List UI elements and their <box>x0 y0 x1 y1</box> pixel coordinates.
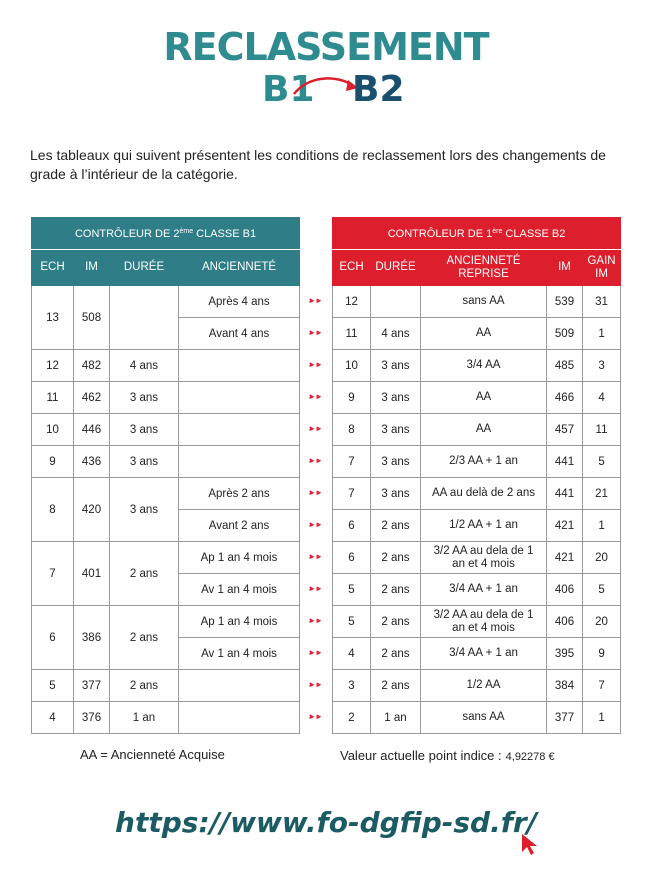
duree-cell: 3 ans <box>371 414 421 446</box>
duree-cell <box>110 286 179 350</box>
anciennete-reprise-cell: sans AA <box>421 286 547 318</box>
ech-cell: 11 <box>32 382 74 414</box>
im-cell: 462 <box>74 382 110 414</box>
im-cell: 384 <box>547 670 583 702</box>
anciennete-cell <box>179 350 300 382</box>
table-row <box>333 670 621 702</box>
table-row <box>333 702 621 734</box>
ech-cell: 5 <box>333 606 371 638</box>
im-cell: 377 <box>74 670 110 702</box>
anciennete-reprise-cell: AA au delà de 2 ans <box>421 478 547 510</box>
duree-cell <box>371 286 421 318</box>
anciennete-cell <box>179 414 300 446</box>
duree-cell: 2 ans <box>371 670 421 702</box>
im-cell: 436 <box>74 446 110 478</box>
duree-cell: 2 ans <box>371 638 421 670</box>
duree-cell: 3 ans <box>371 350 421 382</box>
table-row <box>333 414 621 446</box>
mapping-arrow-icon: ►► <box>308 584 322 593</box>
ech-cell: 3 <box>333 670 371 702</box>
anciennete-cell: Avant 2 ans <box>179 510 300 542</box>
duree-cell: 2 ans <box>371 574 421 606</box>
anciennete-cell <box>179 670 300 702</box>
column-header: ANCIENNETÉ <box>179 250 300 286</box>
duree-cell: 3 ans <box>371 382 421 414</box>
valeur-amount: 4,92278 € <box>505 751 555 763</box>
anciennete-reprise-cell: AA <box>421 382 547 414</box>
ech-cell: 9 <box>333 382 371 414</box>
ech-cell: 6 <box>32 606 74 670</box>
im-cell: 441 <box>547 446 583 478</box>
ech-cell: 2 <box>333 702 371 734</box>
im-cell: 509 <box>547 318 583 350</box>
duree-cell: 2 ans <box>371 510 421 542</box>
mapping-arrow-icon: ►► <box>308 424 322 433</box>
ech-cell: 4 <box>32 702 74 734</box>
gain-im-cell: 5 <box>583 446 621 478</box>
im-cell: 508 <box>74 286 110 350</box>
im-cell: 420 <box>74 478 110 542</box>
ech-cell: 4 <box>333 638 371 670</box>
anciennete-reprise-cell: 3/4 AA + 1 an <box>421 638 547 670</box>
im-cell: 421 <box>547 542 583 574</box>
mapping-arrow-icon: ►► <box>308 392 322 401</box>
anciennete-reprise-cell: 3/2 AA au dela de 1 an et 4 mois <box>421 606 547 638</box>
from-grade: B1 <box>262 69 315 110</box>
duree-cell: 2 ans <box>371 542 421 574</box>
ech-cell: 7 <box>32 542 74 606</box>
table-row <box>32 478 300 510</box>
anciennete-cell <box>179 446 300 478</box>
gain-im-cell: 3 <box>583 350 621 382</box>
table-row <box>333 478 621 510</box>
column-header: DURÉE <box>110 250 179 286</box>
duree-cell: 2 ans <box>110 606 179 670</box>
im-cell: 485 <box>547 350 583 382</box>
im-cell: 395 <box>547 638 583 670</box>
mapping-arrow-icon: ►► <box>308 520 322 529</box>
cursor-arrow-icon <box>520 832 540 856</box>
valeur-label: Valeur actuelle point indice : <box>340 748 502 763</box>
table-row <box>333 286 621 318</box>
anciennete-reprise-cell: 1/2 AA + 1 an <box>421 510 547 542</box>
page-title: RECLASSEMENT <box>163 25 489 69</box>
column-header: ANCIENNETÉ REPRISE <box>421 250 547 286</box>
mapping-arrow-icon: ►► <box>308 488 322 497</box>
ech-cell: 13 <box>32 286 74 350</box>
table-row <box>32 542 300 574</box>
table-row <box>333 350 621 382</box>
gain-im-cell: 1 <box>583 702 621 734</box>
gain-im-cell: 20 <box>583 606 621 638</box>
table-caption: CONTRÔLEUR DE 1ère CLASSE B2 <box>333 218 621 250</box>
table-row <box>333 606 621 638</box>
gain-im-cell: 7 <box>583 670 621 702</box>
website-link[interactable]: https://www.fo-dgfip-sd.fr/ <box>115 806 537 839</box>
im-cell: 401 <box>74 542 110 606</box>
column-header: GAIN IM <box>583 250 621 286</box>
table-row <box>333 542 621 574</box>
ech-cell: 8 <box>333 414 371 446</box>
duree-cell: 3 ans <box>110 446 179 478</box>
anciennete-cell: Avant 4 ans <box>179 318 300 350</box>
im-cell: 441 <box>547 478 583 510</box>
anciennete-reprise-cell: 3/2 AA au dela de 1 an et 4 mois <box>421 542 547 574</box>
ech-cell: 12 <box>333 286 371 318</box>
column-header: ECH <box>333 250 371 286</box>
table-controleur-b2 <box>332 217 621 734</box>
im-cell: 406 <box>547 606 583 638</box>
gain-im-cell: 5 <box>583 574 621 606</box>
gain-im-cell: 9 <box>583 638 621 670</box>
anciennete-cell: Ap 1 an 4 mois <box>179 606 300 638</box>
table-row <box>32 446 300 478</box>
anciennete-cell: Av 1 an 4 mois <box>179 574 300 606</box>
im-cell: 406 <box>547 574 583 606</box>
im-cell: 446 <box>74 414 110 446</box>
table-row <box>333 574 621 606</box>
anciennete-reprise-cell: AA <box>421 414 547 446</box>
mapping-arrow-icon: ►► <box>308 680 322 689</box>
duree-cell: 2 ans <box>371 606 421 638</box>
table-row <box>32 350 300 382</box>
grade-transition <box>0 70 652 114</box>
anciennete-reprise-cell: 1/2 AA <box>421 670 547 702</box>
gain-im-cell: 1 <box>583 510 621 542</box>
column-header: DURÉE <box>371 250 421 286</box>
ech-cell: 5 <box>32 670 74 702</box>
ech-cell: 8 <box>32 478 74 542</box>
table-row <box>333 638 621 670</box>
table-row <box>333 382 621 414</box>
ech-cell: 7 <box>333 446 371 478</box>
column-header: IM <box>74 250 110 286</box>
anciennete-reprise-cell: 3/4 AA <box>421 350 547 382</box>
anciennete-reprise-cell: sans AA <box>421 702 547 734</box>
table-caption: CONTRÔLEUR DE 2ème CLASSE B1 <box>32 218 300 250</box>
ech-cell: 11 <box>333 318 371 350</box>
anciennete-reprise-cell: AA <box>421 318 547 350</box>
ech-cell: 5 <box>333 574 371 606</box>
gain-im-cell: 1 <box>583 318 621 350</box>
table-row <box>32 606 300 638</box>
mapping-arrow-icon: ►► <box>308 712 322 721</box>
im-cell: 386 <box>74 606 110 670</box>
ech-cell: 10 <box>333 350 371 382</box>
aa-legend: AA = Ancienneté Acquise <box>80 747 225 762</box>
gain-im-cell: 31 <box>583 286 621 318</box>
im-cell: 376 <box>74 702 110 734</box>
duree-cell: 3 ans <box>371 478 421 510</box>
duree-cell: 3 ans <box>110 382 179 414</box>
ech-cell: 6 <box>333 510 371 542</box>
gain-im-cell: 20 <box>583 542 621 574</box>
ech-cell: 9 <box>32 446 74 478</box>
im-cell: 377 <box>547 702 583 734</box>
ech-cell: 12 <box>32 350 74 382</box>
duree-cell: 4 ans <box>110 350 179 382</box>
table-controleur-b1 <box>31 217 300 734</box>
anciennete-reprise-cell: 3/4 AA + 1 an <box>421 574 547 606</box>
column-header: IM <box>547 250 583 286</box>
duree-cell: 1 an <box>110 702 179 734</box>
table-row <box>333 510 621 542</box>
mapping-arrow-icon: ►► <box>308 296 322 305</box>
mapping-arrow-icon: ►► <box>308 456 322 465</box>
table-row <box>333 446 621 478</box>
ech-cell: 10 <box>32 414 74 446</box>
im-cell: 466 <box>547 382 583 414</box>
table-row <box>32 382 300 414</box>
duree-cell: 3 ans <box>110 478 179 542</box>
table-row <box>32 286 300 318</box>
im-cell: 539 <box>547 286 583 318</box>
duree-cell: 2 ans <box>110 542 179 606</box>
point-indice-value <box>340 748 555 763</box>
anciennete-cell: Av 1 an 4 mois <box>179 638 300 670</box>
gain-im-cell: 4 <box>583 382 621 414</box>
mapping-arrow-icon: ►► <box>308 328 322 337</box>
anciennete-cell: Ap 1 an 4 mois <box>179 542 300 574</box>
ech-cell: 6 <box>333 542 371 574</box>
duree-cell: 1 an <box>371 702 421 734</box>
anciennete-cell: Après 2 ans <box>179 478 300 510</box>
ech-cell: 7 <box>333 478 371 510</box>
im-cell: 457 <box>547 414 583 446</box>
duree-cell: 4 ans <box>371 318 421 350</box>
table-row <box>32 670 300 702</box>
gain-im-cell: 21 <box>583 478 621 510</box>
anciennete-reprise-cell: 2/3 AA + 1 an <box>421 446 547 478</box>
table-row <box>333 318 621 350</box>
duree-cell: 2 ans <box>110 670 179 702</box>
table-row <box>32 414 300 446</box>
gain-im-cell: 11 <box>583 414 621 446</box>
to-grade: B2 <box>352 69 405 110</box>
im-cell: 482 <box>74 350 110 382</box>
duree-cell: 3 ans <box>110 414 179 446</box>
intro-text: Les tableaux qui suivent présentent les conditions de reclassement lors des changements de grade à l’intérieur de la catégorie. <box>30 147 606 182</box>
table-row <box>32 702 300 734</box>
mapping-arrow-icon: ►► <box>308 648 322 657</box>
mapping-arrow-icon: ►► <box>308 616 322 625</box>
mapping-arrow-icon: ►► <box>308 360 322 369</box>
anciennete-cell <box>179 702 300 734</box>
im-cell: 421 <box>547 510 583 542</box>
duree-cell: 3 ans <box>371 446 421 478</box>
anciennete-cell: Après 4 ans <box>179 286 300 318</box>
column-header: ECH <box>32 250 74 286</box>
mapping-arrow-icon: ►► <box>308 552 322 561</box>
anciennete-cell <box>179 382 300 414</box>
